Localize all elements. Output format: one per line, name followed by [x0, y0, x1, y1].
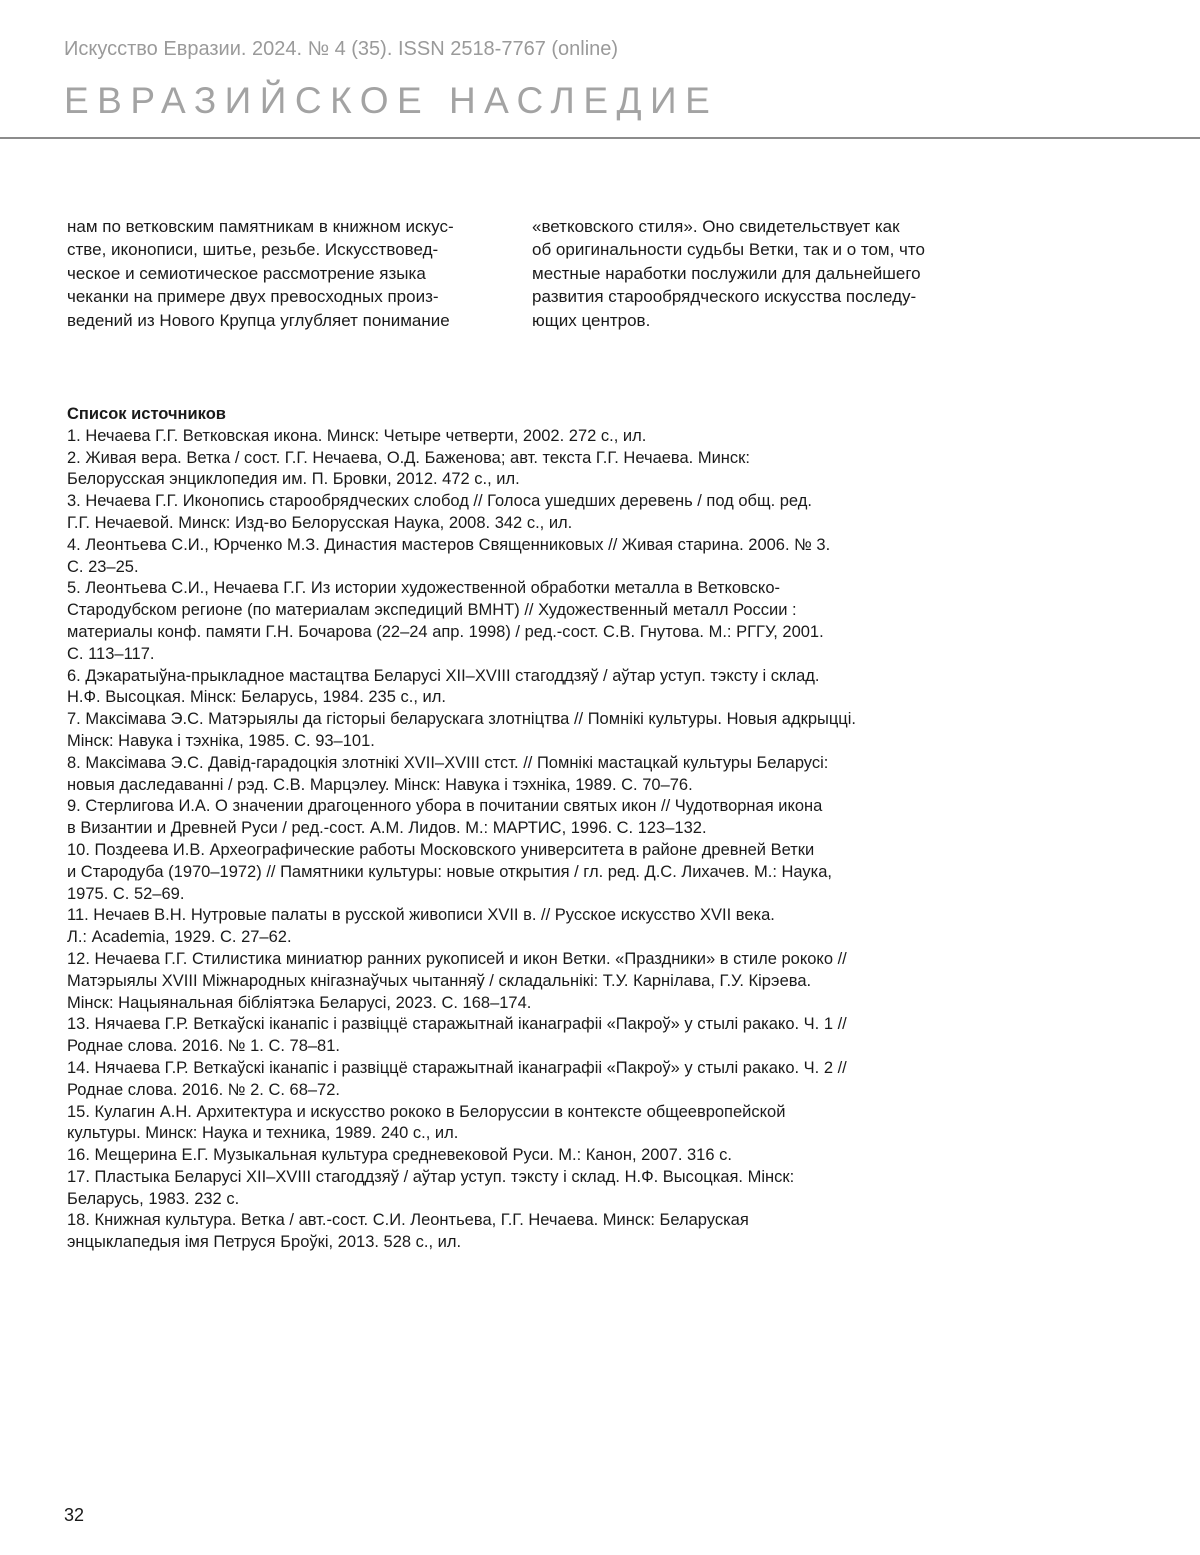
reference-line: 15. Кулагин А.Н. Архитектура и искусство рококо в Белоруссии в контексте общеевропейской: [67, 1102, 786, 1121]
reference-line: 17. Пластыка Беларусі XII–XVIII стагоддзяў / аўтар уступ. тэксту і склад. Н.Ф. Высоцкая. Мінск:: [67, 1167, 795, 1186]
reference-line: энцыклапедыя імя Петруся Броўкі, 2013. 528 с., ил.: [67, 1233, 462, 1252]
page-header: [0, 0, 1200, 139]
reference-item: [67, 426, 967, 448]
reference-item: [67, 840, 967, 905]
reference-item: [67, 448, 967, 492]
reference-item: [67, 491, 967, 535]
reference-line: 11. Нечаев В.Н. Нутровые палаты в русской живописи XVII в. // Русское искусство XVII века.: [67, 906, 775, 925]
reference-line: 14. Нячаева Г.Р. Веткаўскі іканапіс і развіццё старажытнай іканаграфіі «Пакроў» у стылі ракако. Ч. 2 //: [67, 1058, 847, 1077]
reference-item: [67, 709, 967, 753]
text-line: развития старообрядческого искусства последу-: [532, 287, 917, 307]
reference-item: [67, 535, 967, 579]
journal-citation: Искусство Евразии. 2024. № 4 (35). ISSN 2518-7767 (online): [64, 38, 619, 60]
reference-item: [67, 666, 967, 710]
text-line: ведений из Нового Крупца углубляет понимание: [67, 310, 450, 330]
reference-item: [67, 753, 967, 797]
reference-line: и Стародуба (1970–1972) // Памятники культуры: новые открытия / гл. ред. Д.С. Лихачев. М.: Наука,: [67, 862, 832, 881]
reference-item: [67, 1014, 967, 1058]
reference-item: [67, 905, 967, 949]
reference-line: 8. Максімава Э.С. Давід-гарадоцкія злотнікі XVII–XVIII стст. // Помнікі мастацкай культуры Беларусі:: [67, 753, 829, 772]
reference-line: Г.Г. Нечаевой. Минск: Изд-во Белорусская Наука, 2008. 342 с., ил.: [67, 513, 573, 532]
body-text-right-column: [532, 215, 972, 332]
reference-line: 6. Дэкаратыўна-прыкладное мастацтва Беларусі XII–XVIII стагоддзяў / аўтар уступ. тэксту і склад.: [67, 666, 820, 685]
reference-line: 4. Леонтьева С.И., Юрченко М.З. Династия мастеров Священниковых // Живая старина. 2006. № 3.: [67, 535, 831, 554]
reference-line: 12. Нечаева Г.Г. Стилистика миниатюр ранних рукописей и икон Ветки. «Праздники» в стиле рококо //: [67, 949, 847, 968]
references-heading: Список источников: [67, 405, 226, 423]
references-list: [67, 426, 967, 1254]
reference-item: [67, 1058, 967, 1102]
reference-item: [67, 1210, 967, 1254]
reference-line: 13. Нячаева Г.Р. Веткаўскі іканапіс і развіццё старажытнай іканаграфіі «Пакроў» у стылі ракако. Ч. 1 //: [67, 1015, 847, 1034]
reference-line: 1975. С. 52–69.: [67, 884, 185, 903]
reference-line: в Византии и Древней Руси / ред.-сост. А.М. Лидов. М.: МАРТИС, 1996. С. 123–132.: [67, 819, 707, 838]
reference-item: [67, 1102, 967, 1146]
reference-item: [67, 1167, 967, 1211]
text-line: «ветковского стиля». Оно свидетельствует как: [532, 217, 900, 236]
text-line: ческое и семиотическое рассмотрение языка: [67, 263, 426, 283]
reference-line: Роднае слова. 2016. № 1. С. 78–81.: [67, 1037, 340, 1056]
reference-line: материалы конф. памяти Г.Н. Бочарова (22–24 апр. 1998) / ред.-сост. С.В. Гнутова. М.: РГГУ, 2001.: [67, 622, 824, 641]
reference-line: 5. Леонтьева С.И., Нечаева Г.Г. Из истории художественной обработки металла в Ветковско-: [67, 579, 781, 598]
text-line: об оригинальности судьбы Ветки, так и о том, что: [532, 240, 925, 260]
reference-line: Роднае слова. 2016. № 2. С. 68–72.: [67, 1080, 340, 1099]
reference-item: [67, 796, 967, 840]
text-line: нам по ветковским памятникам в книжном искус-: [67, 217, 454, 236]
references-section: [67, 404, 967, 1254]
reference-line: С. 23–25.: [67, 557, 139, 576]
header-divider: [0, 137, 1200, 139]
reference-line: 1. Нечаева Г.Г. Ветковская икона. Минск: Четыре четверти, 2002. 272 с., ил.: [67, 426, 647, 445]
reference-line: Беларусь, 1983. 232 с.: [67, 1189, 240, 1208]
reference-line: Н.Ф. Высоцкая. Мінск: Беларусь, 1984. 235 с., ил.: [67, 688, 446, 707]
reference-line: 18. Книжная культура. Ветка / авт.-сост. С.И. Леонтьева, Г.Г. Нечаева. Минск: Беларуская: [67, 1211, 749, 1230]
reference-line: Стародубском регионе (по материалам экспедиций ВМНТ) // Художественный металл России :: [67, 601, 797, 620]
reference-item: [67, 578, 967, 665]
section-title: ЕВРАЗИЙСКОЕ НАСЛЕДИЕ: [64, 80, 719, 121]
reference-line: Мінск: Нацыянальная бібліятэка Беларусі, 2023. С. 168–174.: [67, 993, 532, 1012]
reference-line: С. 113–117.: [67, 644, 155, 663]
reference-item: [67, 949, 967, 1014]
page-number: 32: [64, 1505, 85, 1525]
reference-line: Белорусская энциклопедия им. П. Бровки, 2012. 472 с., ил.: [67, 470, 520, 489]
text-line: чеканки на примере двух превосходных произ-: [67, 287, 439, 307]
reference-line: новыя даследаванні / рэд. С.В. Марцэлеу. Мінск: Навука і тэхніка, 1989. С. 70–76.: [67, 775, 693, 794]
reference-line: 3. Нечаева Г.Г. Иконопись старообрядческих слобод // Голоса ушедших деревень / под общ. ред.: [67, 492, 812, 511]
reference-line: Матэрыялы XVIII Міжнародных кнігазнаўчых чытанняў / складальнікі: Т.У. Карнілава, Г.У. Кірэева.: [67, 971, 812, 990]
reference-line: 9. Стерлигова И.А. О значении драгоценного убора в почитании святых икон // Чудотворная икона: [67, 797, 823, 816]
reference-item: [67, 1145, 967, 1167]
text-line: ющих центров.: [532, 310, 651, 330]
reference-line: 10. Поздеева И.В. Археографические работы Московского университета в районе древней Ветки: [67, 840, 815, 859]
reference-line: 7. Максімава Э.С. Матэрыялы да гісторыі беларускага злотніцтва // Помнікі культуры. Новыя адкрыцці.: [67, 710, 857, 729]
reference-line: Л.: Academia, 1929. С. 27–62.: [67, 928, 292, 947]
reference-line: культуры. Минск: Наука и техника, 1989. 240 с., ил.: [67, 1124, 459, 1143]
body-text-left-column: [67, 215, 497, 332]
reference-line: 16. Мещерина Е.Г. Музыкальная культура средневековой Руси. М.: Канон, 2007. 316 с.: [67, 1146, 732, 1165]
text-line: местные наработки послужили для дальнейшего: [532, 263, 921, 283]
reference-line: Мінск: Навука і тэхніка, 1985. С. 93–101.: [67, 731, 375, 750]
text-line: стве, иконописи, шитье, резьбе. Искусствовед-: [67, 240, 439, 260]
reference-line: 2. Живая вера. Ветка / сост. Г.Г. Нечаева, О.Д. Баженова; авт. текста Г.Г. Нечаева. Минск:: [67, 448, 750, 467]
